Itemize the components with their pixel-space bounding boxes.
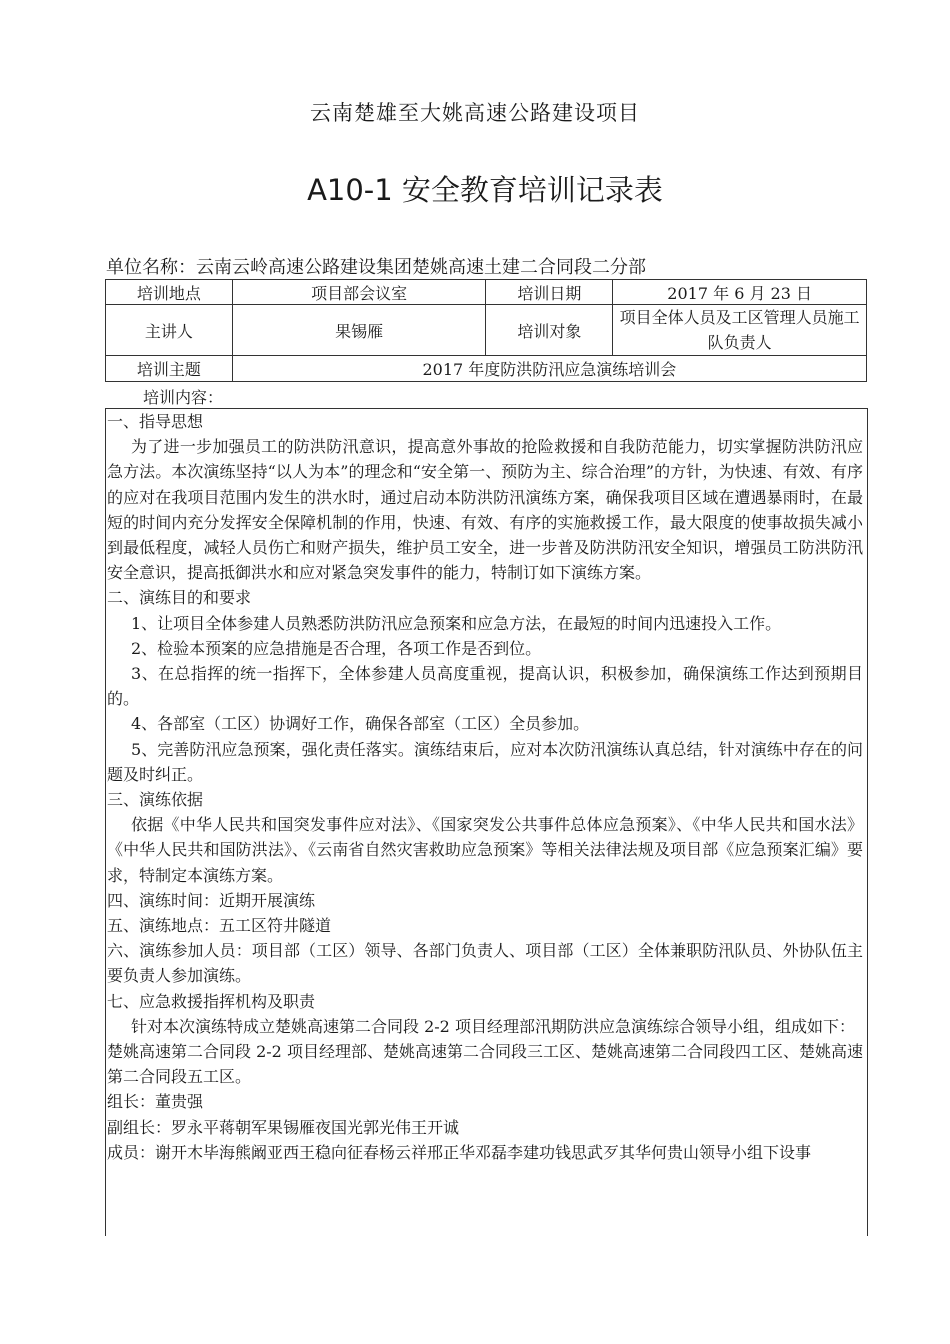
location-label: 培训地点 — [106, 280, 233, 305]
list-item: 2、检验本预案的应急措施是否合理，各项工作是否到位。 — [131, 638, 542, 658]
section-heading: 一、指导思想 — [107, 412, 204, 431]
list-item: 1、让项目全体参建人员熟悉防洪防汛应急预案和应急方法，在最短的时间内迅速投入工作。 — [131, 613, 782, 633]
members-line: 成员：谢开木毕海熊阚亚西王稳向征春杨云祥邢正华邓磊李建功钱思武歹其华何贵山领导小组下设事 — [107, 1142, 812, 1162]
training-info-table — [105, 279, 867, 382]
list-item: 4、各部室（工区）协调好工作，确保各部室（工区）全员参加。 — [131, 714, 590, 734]
section-heading: 二、演练目的和要求 — [107, 588, 252, 608]
training-content — [105, 408, 868, 1236]
content-label: 培训内容： — [143, 388, 224, 407]
date-value: 2017 年 6 月 23 日 — [613, 280, 867, 305]
form-title: A10-1 安全教育培训记录表 — [307, 173, 663, 207]
paragraph: 楚姚高速第二合同段 2-2 项目经理部、楚姚高速第二合同段三工区、楚姚高速第二合同段四工区、楚姚高速第二合同段五工区。 — [107, 1042, 863, 1087]
speaker-label: 主讲人 — [106, 305, 233, 356]
section-heading: 五、演练地点：五工区符井隧道 — [107, 916, 332, 936]
section-heading: 七、应急救援指挥机构及职责 — [107, 991, 316, 1011]
paragraph: 依据《中华人民共和国突发事件应对法》、《国家突发公共事件总体应急预案》、《中华人民共和国水法》《中华人民共和国防洪法》、《云南省自然灾害救助应急预案》等相关法律法规及项目部《应急预案汇编》要求，特制定本演练方案。 — [107, 815, 863, 885]
topic-value: 2017 年度防洪防汛应急演练培训会 — [232, 356, 866, 382]
list-item: 5、完善防汛应急预案，强化责任落实。演练结束后，应对本次防汛演练认真总结，针对演练中存在的问题及时纠正。 — [107, 739, 863, 784]
list-item: 3、在总指挥的统一指挥下，全体参建人员高度重视，提高认识，积极参加，确保演练工作达到预期目的。 — [107, 664, 863, 709]
target-value: 项目全体人员及工区管理人员施工队负责人 — [613, 305, 867, 356]
section-heading: 四、演练时间：近期开展演练 — [107, 890, 316, 910]
deputy-leader-line: 副组长：罗永平蒋朝军果锡雁夜国光郭光伟王开诚 — [107, 1117, 460, 1137]
target-label: 培训对象 — [486, 305, 613, 356]
section-heading: 六、演练参加人员：项目部（工区）领导、各部门负责人、项目部（工区）全体兼职防汛队员、外协队伍主要负责人参加演练。 — [107, 941, 863, 986]
project-name: 云南楚雄至大姚高速公路建设项目 — [310, 101, 640, 125]
date-label: 培训日期 — [486, 280, 613, 305]
section-heading: 三、演练依据 — [107, 790, 204, 810]
location-value: 项目部会议室 — [232, 280, 486, 305]
topic-label: 培训主题 — [106, 356, 233, 382]
paragraph: 针对本次演练特成立楚姚高速第二合同段 2-2 项目经理部汛期防洪应急演练综合领导小组，组成如下： — [131, 1016, 855, 1036]
speaker-value: 果锡雁 — [232, 305, 486, 356]
leader-line: 组长：董贵强 — [107, 1092, 204, 1112]
unit-name: 单位名称：云南云岭高速公路建设集团楚姚高速土建二合同段二分部 — [106, 257, 646, 278]
paragraph: 为了进一步加强员工的防洪防汛意识，提高意外事故的抢险救援和自我防范能力，切实掌握防洪防汛应急方法。本次演练坚持“以人为本”的理念和“安全第一、预防为主、综合治理”的方针，为快速、有效、有序的应对在我项目范围内发生的洪水时，通过启动本防洪防汛演练方案，确保我项目区域在遭遇暴雨时，在最短的时间内充分发挥安全保障机制的作用，快速、有效、有序的实施救援工作，最大限度的使事故损失减小到最低程度，减轻人员伤亡和财产损失，维护员工安全，进一步普及防洪防汛安全知识，增强员工防洪防汛安全意识，提高抵御洪水和应对紧急突发事件的能力，特制订如下演练方案。 — [107, 437, 863, 583]
